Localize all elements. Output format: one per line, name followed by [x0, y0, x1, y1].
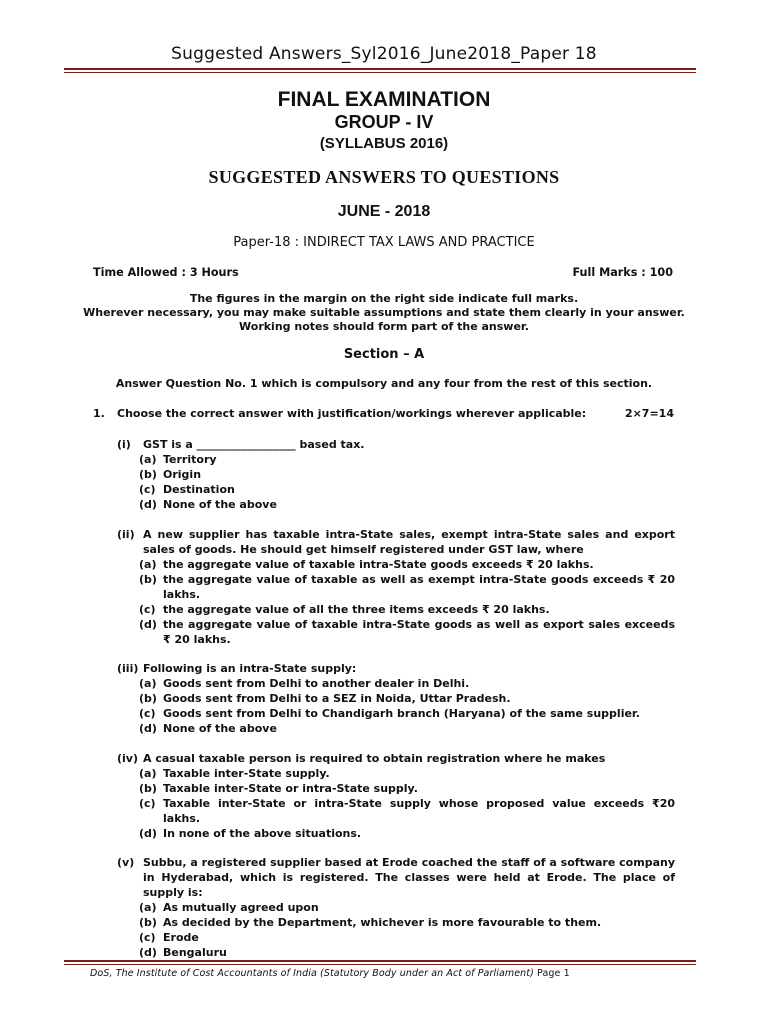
option: [139, 945, 675, 960]
option-label: (d): [139, 618, 157, 631]
instruction-line: Working notes should form part of the answer.: [239, 320, 529, 333]
option: [139, 691, 675, 706]
option-text: Destination: [163, 483, 235, 496]
option-text: Goods sent from Delhi to a SEZ in Noida, Uttar Pradesh.: [163, 692, 511, 705]
suggested-answers-title: SUGGESTED ANSWERS TO QUESTIONS: [208, 167, 560, 187]
subquestion-label: (iii): [117, 662, 139, 675]
option-text: Taxable inter-State supply.: [163, 767, 330, 780]
option-label: (a): [139, 453, 157, 466]
option: [139, 572, 675, 602]
running-header: Suggested Answers_Syl2016_June2018_Paper 18: [171, 44, 597, 64]
exam-meta: [93, 266, 673, 279]
option-text: Goods sent from Delhi to Chandigarh branch (Haryana) of the same supplier.: [163, 707, 640, 720]
option-label: (d): [139, 498, 157, 511]
time-allowed: Time Allowed : 3 Hours: [93, 266, 239, 279]
footer-text: DoS, The Institute of Cost Accountants of India (Statutory Body under an Act of Parliament): [90, 968, 534, 979]
option-text: Taxable inter-State or intra-State supply.: [163, 782, 418, 795]
page-number: Page 1: [537, 968, 570, 979]
option-label: (b): [139, 692, 157, 705]
options: [117, 900, 675, 960]
subquestion-stem: GST is a __________________ based tax.: [143, 438, 365, 451]
group-title: GROUP - IV: [334, 112, 434, 132]
options: [117, 452, 675, 512]
exam-title: FINAL EXAMINATION: [277, 88, 491, 111]
option-label: (a): [139, 677, 157, 690]
section-note: Answer Question No. 1 which is compulsory and any four from the rest of this section.: [115, 377, 653, 390]
question-number: 1.: [93, 407, 105, 420]
option-text: Taxable inter-State or intra-State supply whose proposed value exceeds ₹20 lakhs.: [163, 797, 675, 825]
option: [139, 766, 675, 781]
option-text: As mutually agreed upon: [163, 901, 319, 914]
option-text: None of the above: [163, 498, 277, 511]
option-label: (c): [139, 707, 156, 720]
option-label: (d): [139, 946, 157, 959]
question-marks: 2×7=14: [624, 407, 674, 420]
option-label: (d): [139, 722, 157, 735]
option-label: (c): [139, 483, 156, 496]
subquestion-label: (i): [117, 438, 131, 451]
option: [139, 676, 675, 691]
option-text: As decided by the Department, whichever is more favourable to them.: [163, 916, 602, 929]
option: [139, 781, 675, 796]
options: [117, 557, 675, 647]
option-label: (c): [139, 931, 156, 944]
option-label: (d): [139, 827, 157, 840]
subquestion-i: [117, 437, 675, 512]
syllabus-title: (SYLLABUS 2016): [319, 135, 449, 152]
option-text: Erode: [163, 931, 199, 944]
subquestion-iv: [117, 751, 675, 841]
option-label: (a): [139, 901, 157, 914]
instruction-line: The figures in the margin on the right side indicate full marks.: [189, 292, 579, 305]
option-label: (c): [139, 603, 156, 616]
header-rule: [64, 68, 696, 73]
instruction-line: Wherever necessary, you may make suitable assumptions and state them clearly in your answer.: [83, 306, 685, 319]
footer-rule: [64, 960, 696, 965]
option: [139, 467, 675, 482]
instructions: [0, 292, 768, 334]
option: [139, 706, 675, 721]
option: [139, 452, 675, 467]
option-label: (b): [139, 916, 157, 929]
paper-title: Paper-18 : INDIRECT TAX LAWS AND PRACTICE: [233, 235, 535, 250]
option: [139, 721, 675, 736]
option: [139, 930, 675, 945]
option-label: (b): [139, 782, 157, 795]
option-label: (a): [139, 558, 157, 571]
option-text: Bengaluru: [163, 946, 227, 959]
options: [117, 676, 675, 736]
question-text: Choose the correct answer with justification/workings wherever applicable:: [117, 407, 587, 420]
option: [139, 557, 675, 572]
option: [139, 915, 675, 930]
option: [139, 602, 675, 617]
option-text: None of the above: [163, 722, 277, 735]
option-text: Goods sent from Delhi to another dealer in Delhi.: [163, 677, 470, 690]
option-text: the aggregate value of taxable as well as exempt intra-State goods exceeds ₹ 20 lakhs.: [163, 573, 675, 601]
option-label: (c): [139, 797, 156, 810]
option-label: (b): [139, 468, 157, 481]
subquestion-stem: Following is an intra-State supply:: [143, 662, 357, 675]
option-text: In none of the above situations.: [163, 827, 362, 840]
subquestion-v: [117, 855, 675, 960]
option-text: Origin: [163, 468, 202, 481]
option: [139, 497, 675, 512]
option: [139, 826, 675, 841]
option-label: (b): [139, 573, 157, 586]
subquestion-iii: [117, 661, 675, 736]
full-marks: Full Marks : 100: [572, 266, 673, 279]
subquestion-label: (v): [117, 856, 135, 869]
subquestion-stem: A new supplier has taxable intra-State sales, exempt intra-State sales and export sales of goods. He should get himself registered under GST law, where: [143, 528, 675, 556]
option-text: the aggregate value of all the three items exceeds ₹ 20 lakhs.: [163, 603, 550, 616]
subquestion-label: (iv): [117, 752, 138, 765]
option: [139, 617, 675, 647]
page-footer: [90, 968, 570, 979]
option-text: the aggregate value of taxable intra-State goods exceeds ₹ 20 lakhs.: [163, 558, 594, 571]
subquestion-label: (ii): [117, 528, 135, 541]
option-text: the aggregate value of taxable intra-State goods as well as export sales exceeds ₹ 20 lakhs.: [163, 618, 675, 646]
option: [139, 796, 675, 826]
option-text: Territory: [163, 453, 217, 466]
option-label: (a): [139, 767, 157, 780]
subquestion-stem: Subbu, a registered supplier based at Erode coached the staff of a software company in Hyderabad, which is registered. The classes were held at Erode. The place of supply is:: [143, 856, 675, 899]
option: [139, 900, 675, 915]
section-title: Section – A: [343, 347, 425, 362]
subquestion-stem: A casual taxable person is required to obtain registration where he makes: [143, 752, 606, 765]
subquestion-ii: [117, 527, 675, 647]
session-title: JUNE - 2018: [337, 203, 431, 220]
option: [139, 482, 675, 497]
options: [117, 766, 675, 841]
